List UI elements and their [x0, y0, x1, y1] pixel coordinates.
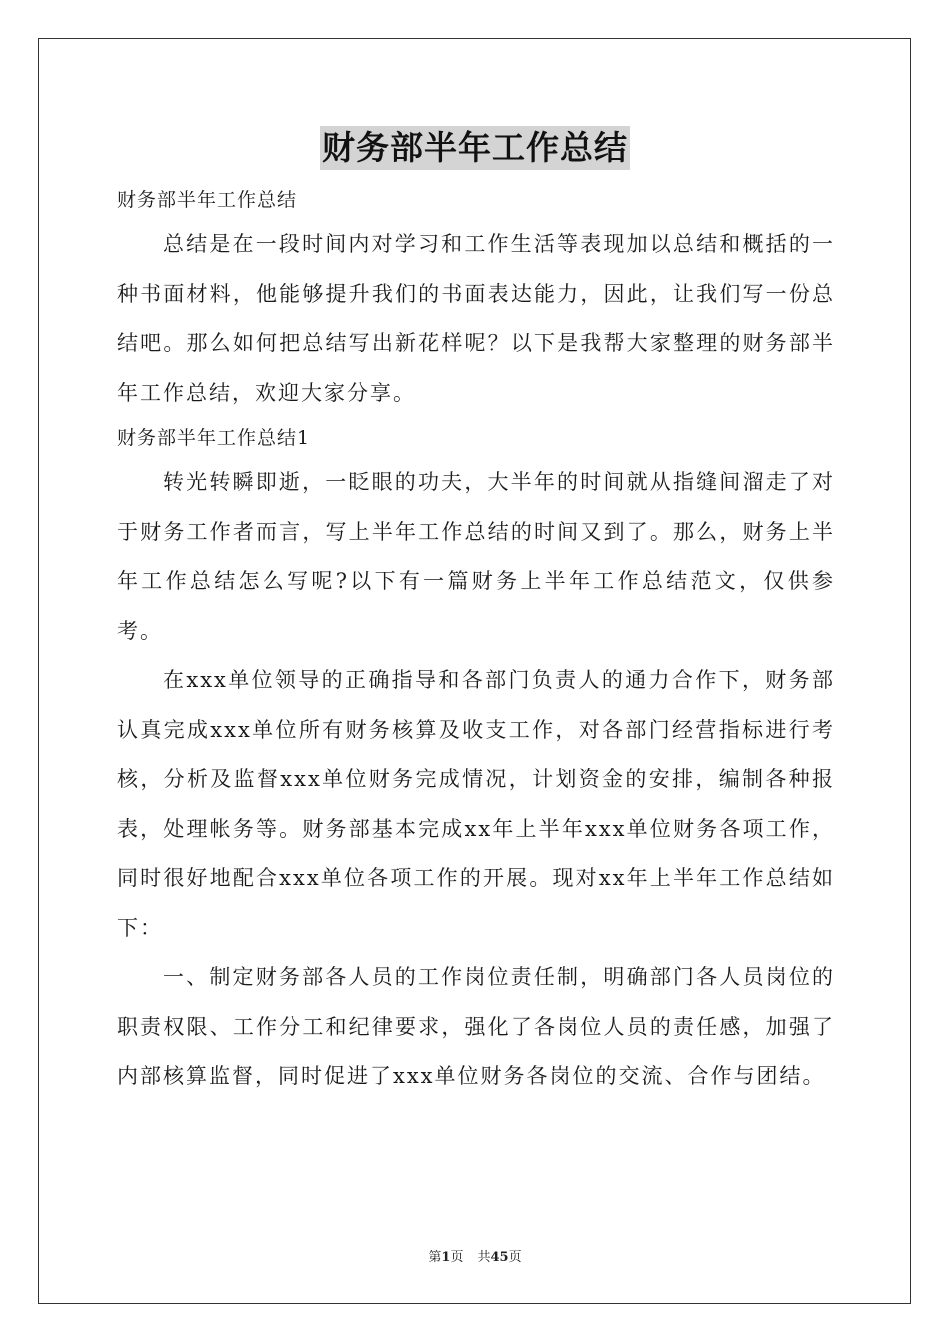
intro-paragraph: 总结是在一段时间内对学习和工作生活等表现加以总结和概括的一种书面材料，他能够提升我们的书面表达能力，因此，让我们写一份总结吧。那么如何把总结写出新花样呢？以下是我帮大家整理的财务部半年工作总结，欢迎大家分享。: [117, 232, 835, 405]
current-page-number: 1: [441, 1250, 451, 1265]
total-suffix: 页: [508, 1250, 522, 1265]
document-title: 财务部半年工作总结: [320, 126, 630, 170]
page-suffix: 页: [450, 1250, 464, 1265]
body-paragraph: 转光转瞬即逝，一眨眼的功夫，大半年的时间就从指缝间溜走了对于财务工作者而言，写上半年工作总结的时间又到了。那么，财务上半年工作总结怎么写呢?以下有一篇财务上半年工作总结范文，仅供参考。: [117, 470, 835, 643]
section-heading: 财务部半年工作总结1: [117, 427, 311, 449]
title-container: [0, 126, 950, 170]
document-body: [117, 180, 835, 1102]
page-prefix: 第: [428, 1250, 442, 1265]
page-footer: [0, 1246, 950, 1265]
body-paragraph: 在xxx单位领导的正确指导和各部门负责人的通力合作下，财务部认真完成xxx单位所有财务核算及收支工作，对各部门经营指标进行考核，分析及监督xxx单位财务完成情况，计划资金的安排，编制各种报表，处理帐务等。财务部基本完成xx年上半年xxx单位财务各项工作，同时很好地配合xxx单位各项工作的开展。现对xx年上半年工作总结如下：: [117, 668, 835, 940]
total-page-count: 45: [490, 1250, 509, 1265]
total-prefix: 共: [477, 1250, 491, 1265]
body-paragraph: 一、制定财务部各人员的工作岗位责任制，明确部门各人员岗位的职责权限、工作分工和纪律要求，强化了各岗位人员的责任感，加强了内部核算监督，同时促进了xxx单位财务各岗位的交流、合作与团结。: [117, 965, 835, 1088]
document-subtitle: 财务部半年工作总结: [117, 189, 298, 211]
